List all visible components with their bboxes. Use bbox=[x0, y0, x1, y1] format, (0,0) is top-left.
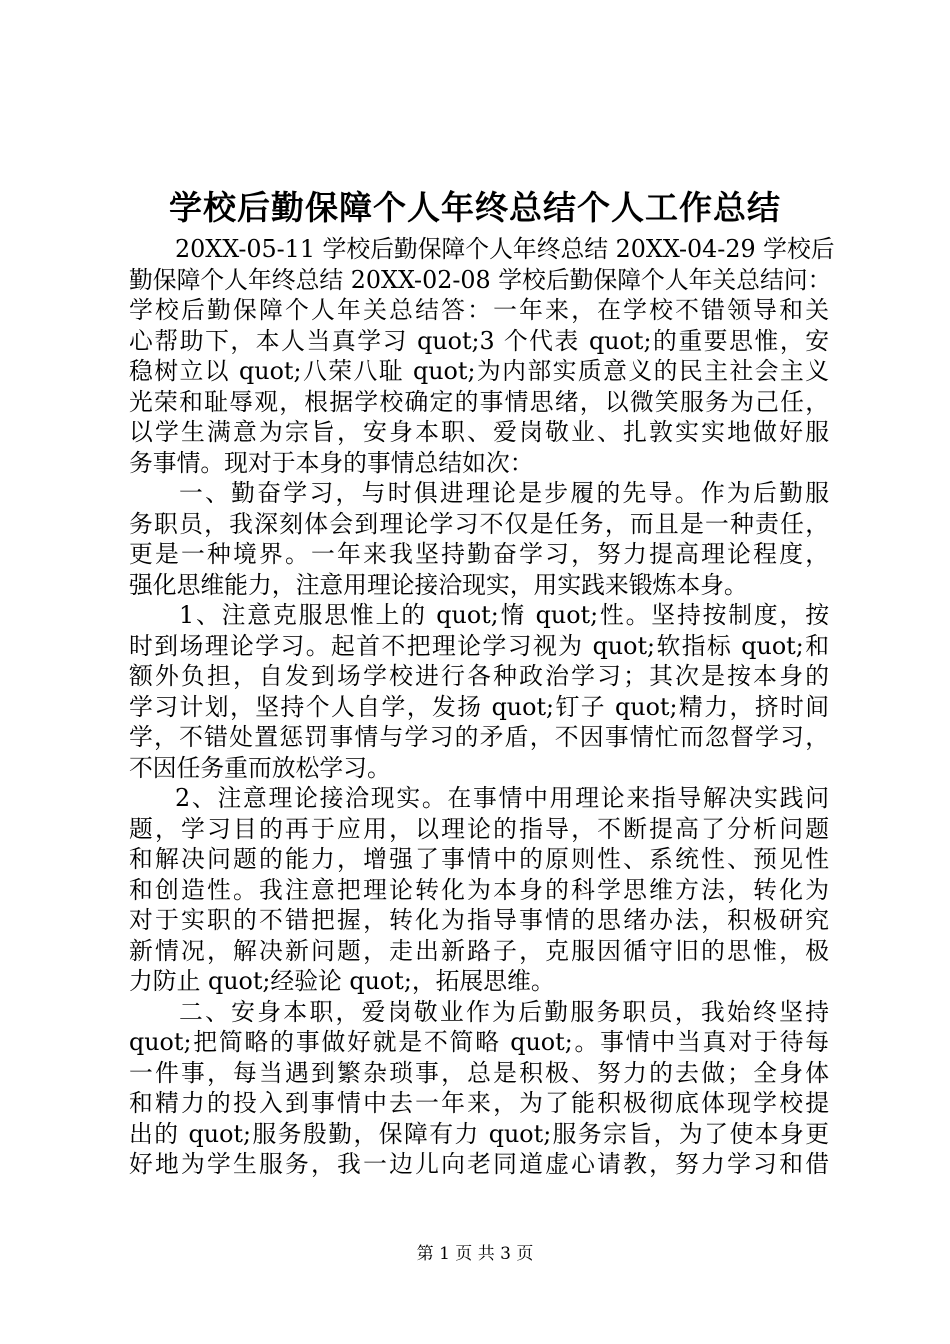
body-line: 1、注意克服思惟上的 quot;惰 quot;性。坚持按制度，按 bbox=[179, 601, 829, 629]
body-line: 学，不错处置惩罚事情与学习的矛盾，不因事情忙而忽督学习， bbox=[129, 723, 829, 751]
body-line: 一、勤奋学习，与时俱进理论是步履的先导。作为后勤服 bbox=[179, 479, 829, 507]
body-line: 和解决问题的能力，增强了事情中的原则性、系统性、预见性 bbox=[129, 845, 829, 873]
page-title: 学校后勤保障个人年终总结个人工作总结 bbox=[169, 188, 781, 227]
body-line: 题，学习目的再于应用，以理论的指导，不断提高了分析问题 bbox=[129, 814, 829, 843]
body-line: 力防止 quot;经验论 quot;，拓展思维。 bbox=[129, 967, 555, 995]
body-line: 一件事，每当遇到繁杂琐事，总是积极、努力的去做；全身体 bbox=[129, 1058, 829, 1087]
body-line: 额外负担，自发到场学校进行各种政治学习；其次是按本身的 bbox=[129, 662, 829, 690]
body-line: 和精力的投入到事情中去一年来，为了能积极彻底体现学校提 bbox=[129, 1089, 829, 1117]
body-line: quot;把简略的事做好就是不简略 quot;。事情中当真对于待每 bbox=[129, 1028, 829, 1056]
body-line: 不因任务重而放松学习。 bbox=[129, 753, 391, 782]
page-number-footer: 第 1 页 共 3 页 bbox=[416, 1244, 534, 1264]
body-line: 以学生满意为宗旨，安身本职、爱岗敬业、扎敦实实地做好服 bbox=[129, 418, 829, 446]
body-line: 光荣和耻辱观，根据学校确定的事情思绪，以微笑服务为己任， bbox=[129, 387, 829, 416]
body-line: 学校后勤保障个人年关总结答：一年来，在学校不错领导和关 bbox=[129, 296, 829, 324]
body-line: 2、注意理论接洽现实。在事情中用理论来指导解决实践问 bbox=[175, 784, 829, 812]
body-line: 20XX-05-11 学校后勤保障个人年终总结 20XX-04-29 学校后 bbox=[175, 235, 835, 263]
body-line: 勤保障个人年终总结 20XX-02-08 学校后勤保障个人年关总结问： bbox=[129, 265, 832, 294]
body-line: 时到场理论学习。起首不把理论学习视为 quot;软指标 quot;和 bbox=[129, 631, 829, 660]
body-line: 稳树立以 quot;八荣八耻 quot;为内部实质意义的民主社会主义 bbox=[129, 357, 829, 385]
body-line: 出的 quot;服务殷勤，保障有力 quot;服务宗旨，为了使本身更 bbox=[129, 1119, 829, 1148]
body-line: 强化思维能力，注意用理论接洽现实，用实践来锻炼本身。 bbox=[129, 570, 748, 599]
body-line: 更是一种境界。一年来我坚持勤奋学习，努力提高理论程度， bbox=[129, 540, 829, 568]
body-line: 学习计划，坚持个人自学，发扬 quot;钉子 quot;精力，挤时间 bbox=[129, 692, 829, 721]
body-line: 务职员，我深刻体会到理论学习不仅是任务，而且是一种责任， bbox=[129, 509, 829, 538]
body-line: 新情况，解决新问题，走出新路子，克服因循守旧的思惟，极 bbox=[129, 936, 829, 965]
body-line: 二、安身本职，爱岗敬业作为后勤服务职员，我始终坚持 bbox=[179, 997, 829, 1026]
body-line: 务事情。现对于本身的事情总结如次： bbox=[129, 448, 534, 477]
body-line: 心帮助下，本人当真学习 quot;3 个代表 quot;的重要思惟，安 bbox=[129, 326, 829, 355]
body-line: 对于实职的不错把握，转化为指导事情的思绪办法，积极研究 bbox=[129, 906, 829, 934]
body-line: 好地为学生服务，我一边儿向老同道虚心请教，努力学习和借 bbox=[129, 1150, 829, 1178]
body-line: 和创造性。我注意把理论转化为本身的科学思维方法，转化为 bbox=[129, 875, 829, 904]
document-body bbox=[129, 234, 835, 1180]
